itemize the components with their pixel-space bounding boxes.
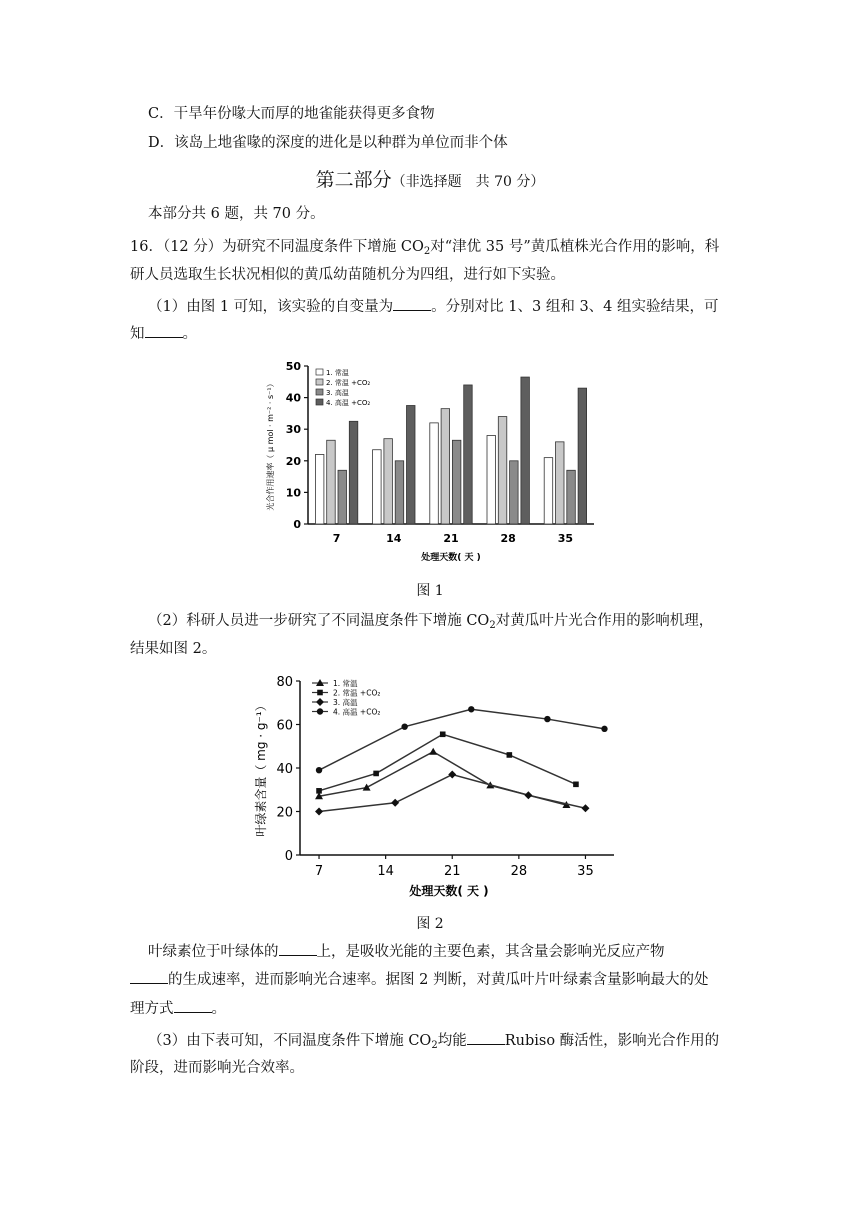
figure-1-bar-chart (262, 356, 602, 571)
figure-1-caption: 图 1 (416, 583, 444, 599)
legend-label: 2. 常温 +CO₂ (333, 688, 381, 698)
data-point (429, 748, 437, 755)
bar (315, 454, 324, 524)
y-tick-label: 30 (285, 423, 301, 437)
data-point (373, 771, 379, 777)
y-tick-label: 10 (285, 486, 301, 500)
q16-part2-text2: 的生成速率，进而影响光合速率。据图 2 判断，对黄瓜叶片叶绿素含量影响最大的处 (130, 969, 708, 990)
y-tick-label: 80 (276, 675, 293, 690)
y-tick-label: 20 (276, 805, 293, 821)
data-point (524, 791, 532, 799)
x-tick-label: 14 (386, 532, 402, 545)
bar (349, 421, 358, 524)
legend-swatch (316, 399, 323, 405)
data-point (507, 752, 513, 758)
q16-part2-text3: 理方式 。 (130, 998, 226, 1019)
bar (521, 377, 530, 524)
q16-part2-text: 叶绿素位于叶绿体的 上，是吸收光能的主要色素，其含量会影响光反应产物 (148, 941, 665, 962)
q16-part2-cont: 结果如图 2。 (130, 641, 217, 657)
option-d: D．该岛上地雀喙的深度的进化是以种群为单位而非个体 (148, 135, 508, 151)
data-point (401, 723, 407, 729)
x-tick-label: 21 (443, 532, 459, 545)
data-point (468, 706, 474, 712)
q16-part1: （1）由图 1 可知，该实验的自变量为 。分别对比 1、3 组和 3、4 组实验结果，可 (148, 296, 719, 317)
bar (373, 450, 382, 524)
x-tick-label: 7 (314, 864, 324, 879)
y-tick-label: 0 (293, 518, 301, 531)
x-tick-label: 35 (557, 532, 574, 545)
section-intro: 本部分共 6 题，共 70 分。 (148, 206, 325, 222)
q16-part3-cont: 阶段，进而影响光合效率。 (130, 1060, 304, 1076)
bar (452, 440, 461, 524)
bar (498, 417, 507, 524)
data-point (581, 804, 589, 812)
answer-blank[interactable] (393, 296, 431, 311)
x-tick-label: 21 (443, 864, 461, 879)
q16-part1-cont: 知 。 (130, 323, 197, 344)
answer-blank[interactable] (467, 1030, 505, 1045)
data-point (316, 788, 322, 794)
data-point (363, 784, 371, 791)
legend-swatch (316, 379, 323, 385)
bar (441, 409, 450, 524)
data-point (544, 716, 550, 722)
data-point (316, 767, 322, 773)
option-c: C．干旱年份喙大而厚的地雀能获得更多食物 (148, 106, 435, 122)
legend-marker (317, 690, 323, 696)
legend-swatch (316, 389, 323, 395)
section-title: 第二部分（非选择题 共 70 分） (315, 169, 545, 191)
bar (327, 440, 336, 524)
bar (578, 388, 587, 524)
bar (407, 406, 416, 525)
x-tick-label: 28 (510, 864, 528, 879)
bar (464, 385, 473, 524)
legend-label: 4. 高温 +CO₂ (333, 707, 381, 717)
legend-swatch (316, 369, 323, 375)
answer-blank[interactable] (174, 998, 212, 1013)
data-point (448, 771, 456, 779)
legend-label: 3. 高温 (333, 698, 358, 707)
y-tick-label: 60 (276, 718, 293, 734)
legend-marker (317, 708, 323, 714)
x-tick-label: 7 (332, 532, 341, 545)
bar (487, 436, 496, 524)
bar (567, 470, 576, 524)
x-tick-label: 14 (377, 864, 394, 879)
q16-part3: （3）由下表可知，不同温度条件下增施 $CO_2$均能 Rubiso 酶活性，影响光合作用的 (148, 1030, 719, 1056)
y-tick-label: 20 (285, 454, 301, 468)
legend-label: 2. 常温 +CO₂ (326, 379, 371, 387)
answer-blank[interactable] (145, 323, 183, 338)
legend-marker (316, 698, 324, 706)
bar (384, 439, 393, 524)
answer-blank[interactable] (279, 941, 317, 956)
x-axis-title: 处理天数( 天 ) (409, 884, 489, 898)
x-tick-label: 28 (500, 532, 516, 545)
q16-line2: 研人员选取生长状况相似的黄瓜幼苗随机分为四组，进行如下实验。 (130, 267, 565, 283)
data-point (601, 726, 607, 732)
y-tick-label: 0 (284, 849, 293, 864)
series-line (319, 775, 585, 812)
x-axis-title: 处理天数( 天 ) (421, 553, 481, 563)
y-tick-label: 40 (285, 391, 301, 405)
bar (544, 458, 553, 524)
legend-label: 1. 常温 (326, 369, 349, 377)
y-axis-title: 叶绿素含量（ mg · g⁻¹） (254, 699, 268, 837)
bar (556, 442, 565, 524)
q16-part2: （2）科研人员进一步研究了不同温度条件下增施 $CO_2$对黄瓜叶片光合作用的影响机理， (148, 613, 714, 631)
data-point (391, 799, 399, 807)
bar (430, 423, 439, 524)
answer-blank[interactable] (130, 969, 168, 984)
y-tick-label: 40 (276, 762, 293, 777)
series-line (319, 734, 576, 791)
data-point (440, 731, 446, 737)
legend-label: 1. 常温 (333, 679, 358, 688)
data-point (315, 808, 323, 816)
y-tick-label: 50 (285, 360, 301, 373)
bar (510, 461, 518, 524)
figure-2-caption: 图 2 (416, 916, 444, 932)
bar (395, 461, 404, 524)
data-point (573, 782, 579, 788)
figure-2-line-chart (252, 668, 624, 900)
x-tick-label: 35 (577, 864, 594, 879)
bar (338, 470, 347, 524)
q16-line1: 16．（12 分）为研究不同温度条件下增施 $CO_2$对“津优 35 号”黄瓜植株光合作用的影响，科 (130, 239, 720, 257)
legend-label: 4. 高温 +CO₂ (326, 399, 371, 407)
y-axis-title: 光合作用速率（ μ mol · m⁻² · s⁻¹） (266, 379, 275, 511)
legend-label: 3. 高温 (326, 389, 349, 397)
